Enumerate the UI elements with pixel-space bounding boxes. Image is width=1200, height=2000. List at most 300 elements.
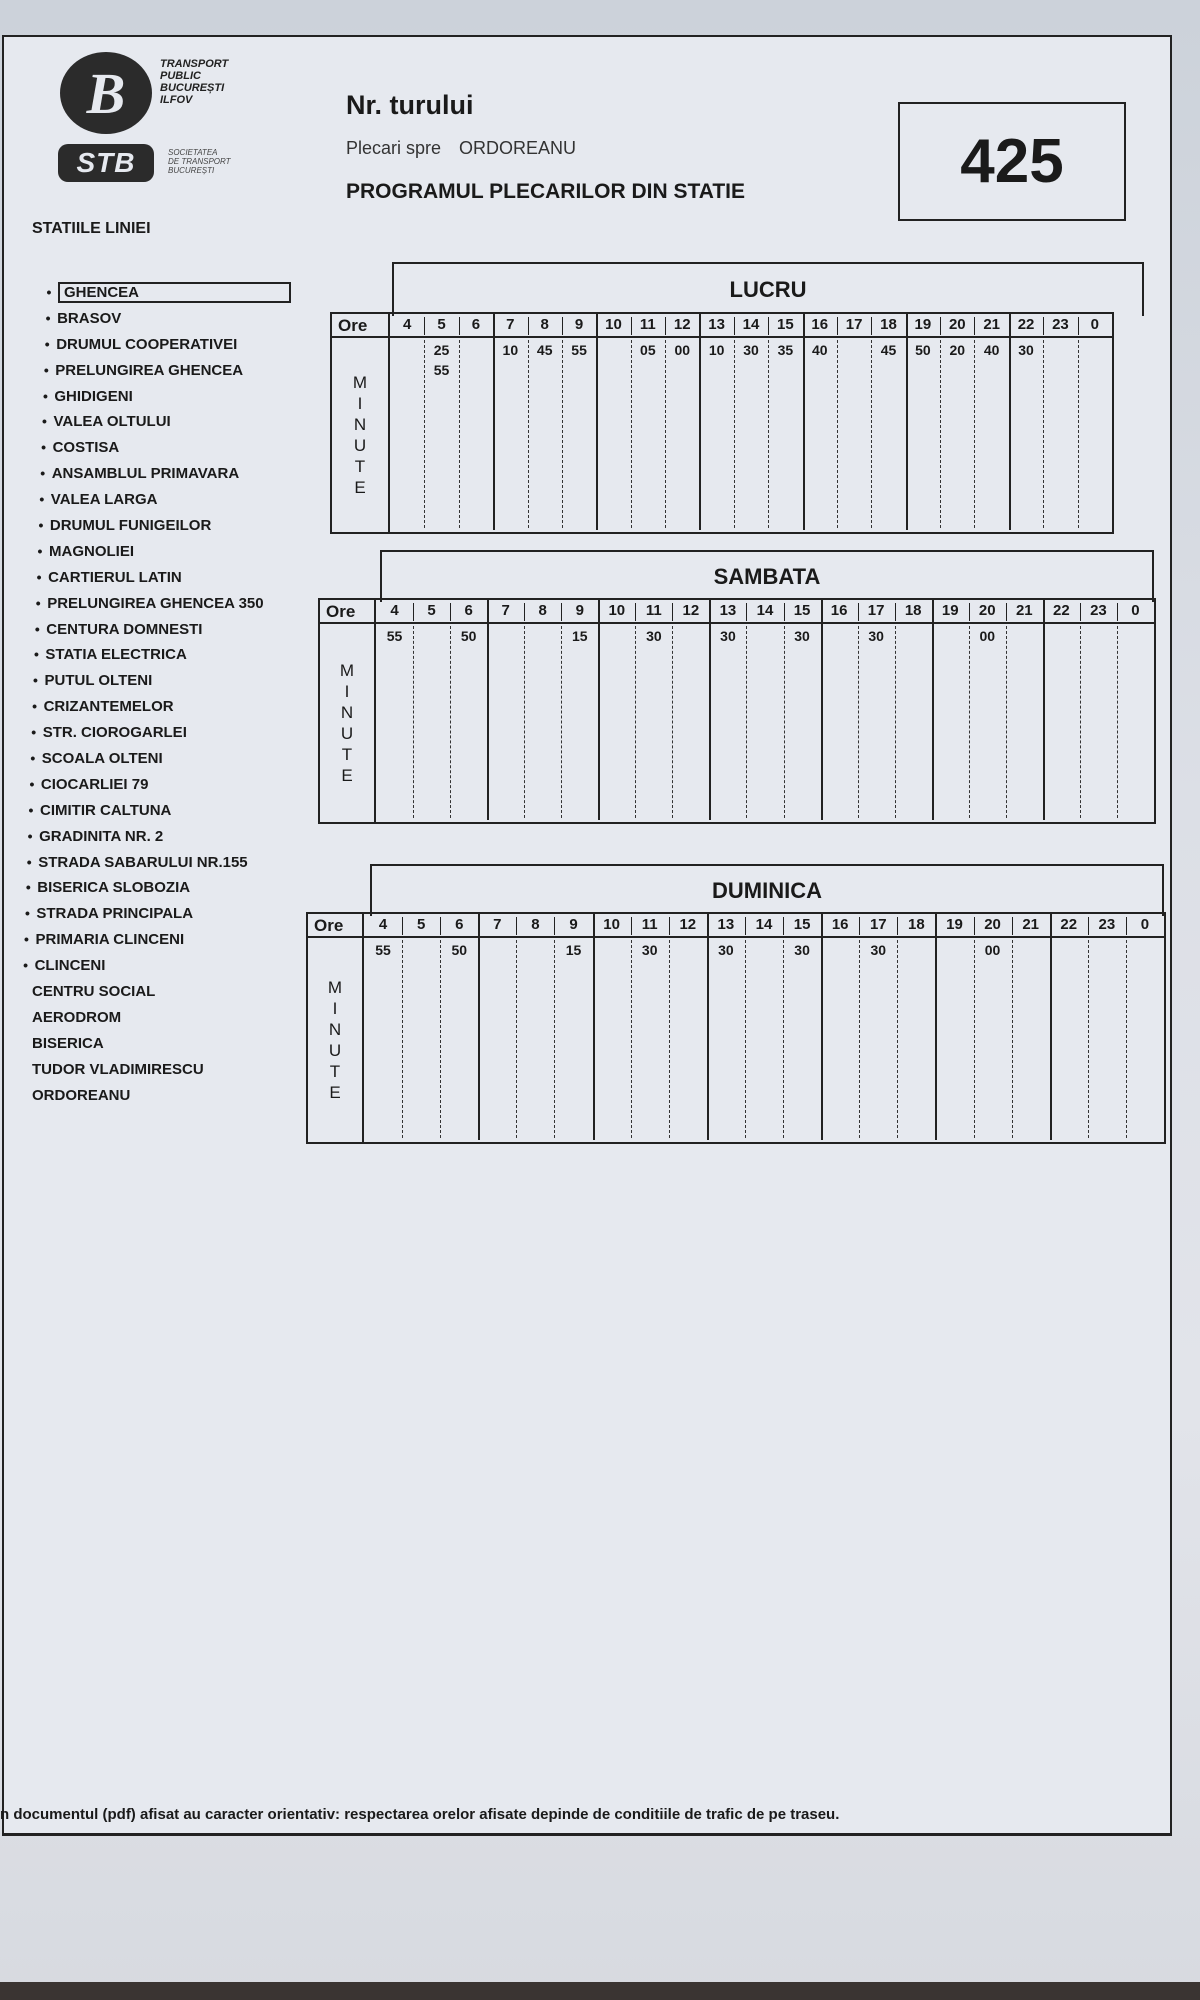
hour-cell: 12 bbox=[682, 602, 700, 619]
hour-cell: 0 bbox=[1131, 602, 1140, 619]
station-name: PRELUNGIREA GHENCEA 350 bbox=[47, 594, 264, 612]
hour-separator bbox=[859, 940, 860, 1138]
station-item bbox=[32, 513, 330, 539]
departure-minute: 55 bbox=[433, 362, 450, 378]
station-name: BISERICA SLOBOZIA bbox=[37, 879, 191, 897]
minute-letter: E bbox=[341, 766, 353, 785]
schedule-grid bbox=[330, 312, 1114, 534]
stb-logo-text: SOCIETATEA DE TRANSPORT BUCUREȘTI bbox=[168, 148, 231, 175]
group-separator bbox=[932, 600, 934, 820]
minute-letter: E bbox=[354, 478, 366, 497]
stations-title: STATIILE LINIEI bbox=[32, 220, 151, 237]
hour-cell: 10 bbox=[603, 916, 620, 933]
hour-separator bbox=[734, 317, 735, 335]
hour-separator bbox=[974, 917, 975, 935]
bullet-icon: • bbox=[38, 517, 44, 534]
bullet-icon: • bbox=[42, 387, 48, 404]
departure-minute: 00 bbox=[979, 628, 996, 644]
hour-cell: 12 bbox=[673, 316, 691, 333]
station-name: CENTRU SOCIAL bbox=[32, 983, 156, 1001]
station-item bbox=[27, 668, 331, 694]
bullet-icon: • bbox=[41, 439, 47, 456]
hour-cell: 6 bbox=[455, 916, 464, 933]
bullet-icon: • bbox=[34, 620, 40, 637]
station-name: CIOCARLIEI 79 bbox=[40, 775, 149, 793]
station-name: BISERICA bbox=[32, 1034, 104, 1052]
minute-letter: T bbox=[341, 745, 353, 764]
schedule-title: SAMBATA bbox=[380, 550, 1154, 602]
bullet-icon: • bbox=[24, 905, 30, 922]
bullet-icon: • bbox=[42, 413, 47, 430]
departure-minute: 30 bbox=[794, 942, 810, 958]
departure-minute: 30 bbox=[868, 628, 884, 644]
hour-cell: 8 bbox=[540, 316, 549, 333]
hour-cell: 18 bbox=[880, 316, 897, 333]
plecari-label: Plecari spre bbox=[346, 138, 442, 158]
hour-cell: 19 bbox=[941, 602, 959, 619]
hour-separator bbox=[974, 340, 975, 528]
departure-minute: 45 bbox=[880, 342, 897, 358]
hour-cell: 23 bbox=[1052, 316, 1069, 333]
hour-separator bbox=[402, 940, 403, 1138]
hour-separator bbox=[631, 317, 632, 335]
hour-separator bbox=[1088, 917, 1089, 935]
hour-separator bbox=[1117, 603, 1118, 621]
departure-minute: 30 bbox=[743, 342, 759, 358]
station-name: DRUMUL FUNIGEILOR bbox=[49, 517, 212, 535]
hour-cell: 20 bbox=[978, 602, 996, 619]
station-name: VALEA LARGA bbox=[50, 491, 158, 509]
bullet-icon: • bbox=[24, 931, 29, 948]
station-name: GRADINITA NR. 2 bbox=[39, 827, 164, 845]
bullet-icon: • bbox=[33, 646, 39, 663]
schedule-title: DUMINICA bbox=[370, 864, 1164, 916]
station-item bbox=[20, 850, 330, 876]
station-name: PUTUL OLTENI bbox=[44, 672, 153, 690]
departure-minute: 30 bbox=[870, 942, 887, 958]
hour-cell: 15 bbox=[777, 316, 794, 333]
hour-separator bbox=[1012, 917, 1013, 935]
departure-minute: 30 bbox=[646, 628, 662, 644]
hour-separator bbox=[440, 917, 441, 935]
hour-separator bbox=[895, 603, 896, 621]
hour-cell: 13 bbox=[717, 916, 735, 933]
hour-separator bbox=[561, 626, 562, 818]
stations-list bbox=[10, 280, 330, 1109]
station-name: TUDOR VLADIMIRESCU bbox=[32, 1060, 204, 1078]
hour-cell: 19 bbox=[946, 916, 963, 933]
hour-cell: 13 bbox=[708, 316, 725, 333]
hour-cell: 23 bbox=[1098, 916, 1116, 933]
departure-minute: 55 bbox=[571, 342, 587, 358]
group-separator bbox=[478, 914, 480, 1140]
station-item bbox=[36, 384, 330, 410]
minute-letter: U bbox=[328, 1041, 342, 1060]
hour-separator bbox=[665, 340, 666, 528]
hour-separator bbox=[1117, 626, 1118, 818]
minute-letter: E bbox=[329, 1083, 341, 1102]
bullet-icon: • bbox=[35, 594, 41, 611]
hour-cell: 11 bbox=[639, 316, 656, 333]
hour-separator bbox=[635, 603, 636, 621]
station-name: CENTURA DOMNESTI bbox=[46, 620, 203, 638]
schedule-title: LUCRU bbox=[392, 262, 1144, 316]
hour-separator bbox=[858, 603, 859, 621]
hour-cell: 18 bbox=[904, 602, 922, 619]
bullet-icon: • bbox=[26, 853, 32, 870]
minute-label bbox=[332, 338, 390, 532]
hour-separator bbox=[768, 317, 769, 335]
station-item bbox=[14, 1083, 330, 1109]
hour-cell: 14 bbox=[756, 602, 774, 619]
group-separator bbox=[821, 600, 823, 820]
station-item bbox=[14, 1005, 330, 1031]
departure-minute: 10 bbox=[502, 342, 519, 358]
hour-separator bbox=[897, 917, 898, 935]
station-item bbox=[14, 979, 330, 1005]
hour-cell: 0 bbox=[1090, 316, 1099, 333]
departure-minute: 10 bbox=[708, 342, 725, 358]
hour-separator bbox=[440, 940, 441, 1138]
hour-separator bbox=[871, 317, 872, 335]
minute-letter: U bbox=[353, 436, 367, 455]
hour-cell: 21 bbox=[1015, 602, 1033, 619]
hour-separator bbox=[459, 340, 460, 528]
hour-separator bbox=[450, 603, 451, 621]
hour-cell: 10 bbox=[605, 316, 622, 333]
departure-minute: 50 bbox=[460, 628, 477, 644]
departure-minute: 20 bbox=[949, 342, 966, 358]
minute-letter: N bbox=[328, 1020, 342, 1039]
station-item bbox=[25, 720, 330, 746]
tpbi-logo bbox=[58, 52, 258, 192]
station-item bbox=[29, 591, 330, 617]
group-separator bbox=[935, 914, 937, 1140]
hour-separator bbox=[746, 603, 747, 621]
station-item bbox=[30, 565, 330, 591]
minute-letter: I bbox=[357, 394, 363, 413]
station-item bbox=[18, 927, 331, 953]
station-name: DRUMUL COOPERATIVEI bbox=[56, 335, 238, 353]
hour-cell: 4 bbox=[390, 602, 399, 619]
hour-cell: 18 bbox=[908, 916, 925, 933]
hour-separator bbox=[859, 917, 860, 935]
hour-cell: 20 bbox=[948, 316, 966, 333]
hour-separator bbox=[669, 940, 670, 1138]
hour-separator bbox=[784, 626, 785, 818]
bullet-icon: • bbox=[45, 309, 51, 326]
station-item bbox=[14, 1031, 330, 1057]
hour-separator bbox=[1078, 340, 1079, 528]
destination-line bbox=[346, 138, 576, 159]
departure-minute: 55 bbox=[375, 942, 391, 958]
hour-separator bbox=[969, 626, 970, 818]
hour-separator bbox=[635, 626, 636, 818]
tpbi-logo-text: TRANSPORT PUBLIC BUCUREȘTI ILFOV bbox=[160, 58, 229, 106]
hour-separator bbox=[554, 917, 555, 935]
hour-cell: 10 bbox=[608, 602, 626, 619]
hour-separator bbox=[672, 626, 673, 818]
hour-separator bbox=[897, 940, 898, 1138]
bullet-icon: • bbox=[33, 672, 38, 689]
departure-minute: 00 bbox=[984, 942, 1001, 958]
hour-separator bbox=[1080, 626, 1081, 818]
station-item bbox=[19, 875, 330, 901]
departure-minute: 15 bbox=[565, 942, 582, 958]
departure-minute: 00 bbox=[674, 342, 691, 358]
hour-cell: 7 bbox=[506, 316, 515, 333]
hour-cell: 17 bbox=[845, 316, 863, 333]
hour-cell: 17 bbox=[869, 916, 887, 933]
hour-separator bbox=[450, 626, 451, 818]
station-name: ORDOREANU bbox=[32, 1086, 131, 1104]
hour-separator bbox=[1043, 317, 1044, 335]
hour-separator bbox=[783, 940, 784, 1138]
hour-separator bbox=[402, 917, 403, 935]
stb-logo: STB bbox=[58, 144, 154, 182]
station-item bbox=[27, 642, 330, 668]
bullet-icon: • bbox=[28, 801, 34, 818]
group-separator bbox=[598, 600, 600, 820]
hour-cell: 0 bbox=[1140, 916, 1150, 933]
hour-separator bbox=[669, 917, 670, 935]
station-name: GHIDIGENI bbox=[54, 387, 133, 405]
hour-separator bbox=[837, 317, 838, 335]
hour-separator bbox=[562, 317, 563, 335]
hour-cell: 9 bbox=[574, 316, 584, 333]
hour-separator bbox=[1088, 940, 1089, 1138]
station-name: PRIMARIA CLINCENI bbox=[35, 931, 185, 949]
hour-cell: 11 bbox=[645, 602, 662, 619]
station-item bbox=[23, 772, 330, 798]
group-separator bbox=[487, 600, 489, 820]
bullet-icon: • bbox=[29, 775, 35, 792]
station-name: CLINCENI bbox=[34, 957, 106, 975]
hour-separator bbox=[1043, 340, 1044, 528]
station-item bbox=[39, 306, 330, 332]
schedule-grid bbox=[318, 598, 1156, 824]
station-name: STRADA SABARULUI NR.155 bbox=[38, 853, 248, 871]
bullet-icon: • bbox=[44, 335, 50, 352]
hour-separator bbox=[974, 940, 975, 1138]
hour-separator bbox=[1006, 603, 1007, 621]
departure-minute: 55 bbox=[386, 628, 403, 644]
station-item bbox=[40, 280, 330, 306]
hour-separator bbox=[734, 340, 735, 528]
station-item bbox=[22, 798, 330, 824]
minute-letter: N bbox=[340, 703, 354, 722]
nr-turului-label: Nr. turului bbox=[346, 90, 474, 120]
bullet-icon: • bbox=[36, 568, 42, 585]
bullet-icon: • bbox=[46, 284, 52, 300]
station-item bbox=[36, 409, 331, 435]
hour-separator bbox=[459, 317, 460, 335]
hour-cell: 9 bbox=[575, 602, 584, 619]
station-item bbox=[38, 332, 330, 358]
group-separator bbox=[1043, 600, 1045, 820]
station-name: CRIZANTEMELOR bbox=[43, 698, 174, 716]
minute-letter: T bbox=[354, 457, 366, 476]
hour-separator bbox=[516, 940, 517, 1138]
departure-minute: 05 bbox=[640, 342, 656, 358]
hour-cell: 16 bbox=[811, 316, 829, 333]
hour-cell: 21 bbox=[983, 316, 1000, 333]
hour-separator bbox=[1078, 317, 1079, 335]
bullet-icon: • bbox=[27, 827, 33, 844]
hour-separator bbox=[562, 340, 563, 528]
departure-minute: 30 bbox=[794, 628, 810, 644]
station-name: PRELUNGIREA GHENCEA bbox=[55, 361, 244, 379]
station-name: STATIA ELECTRICA bbox=[45, 646, 187, 664]
station-name: CIMITIR CALTUNA bbox=[40, 801, 172, 819]
hour-cell: 6 bbox=[471, 316, 481, 333]
hour-cell: 5 bbox=[427, 602, 436, 619]
departure-minute: 15 bbox=[571, 628, 588, 644]
hour-cell: 14 bbox=[755, 916, 773, 933]
hour-cell: 4 bbox=[378, 916, 388, 933]
hour-separator bbox=[413, 626, 414, 818]
bullet-icon: • bbox=[43, 361, 49, 378]
departure-minute: 40 bbox=[983, 342, 1000, 358]
hour-cell: 4 bbox=[403, 316, 412, 333]
bullet-icon: • bbox=[37, 542, 43, 559]
hour-cell: 19 bbox=[914, 316, 932, 333]
hour-cell: 22 bbox=[1053, 602, 1070, 619]
station-item bbox=[26, 694, 330, 720]
station-item bbox=[21, 824, 330, 850]
departure-minute: 40 bbox=[811, 342, 828, 358]
hour-cell: 5 bbox=[416, 916, 426, 933]
hour-separator bbox=[940, 340, 941, 528]
minute-letter: N bbox=[353, 415, 367, 434]
bullet-icon: • bbox=[30, 750, 36, 767]
station-item bbox=[34, 461, 330, 487]
hour-separator bbox=[672, 603, 673, 621]
station-name: ANSAMBLUL PRIMAVARA bbox=[51, 465, 240, 483]
station-name: MAGNOLIEI bbox=[49, 542, 134, 560]
station-name: VALEA OLTULUI bbox=[53, 413, 171, 431]
minute-letter: M bbox=[327, 978, 343, 997]
hour-separator bbox=[858, 626, 859, 818]
hour-cell: 20 bbox=[984, 916, 1001, 933]
hour-separator bbox=[895, 626, 896, 818]
hour-separator bbox=[1080, 603, 1081, 621]
ore-label: Ore bbox=[320, 600, 376, 624]
bottom-edge bbox=[0, 1982, 1200, 2000]
hour-separator bbox=[746, 626, 747, 818]
hour-cell: 12 bbox=[679, 916, 697, 933]
hour-separator bbox=[631, 940, 632, 1138]
hour-separator bbox=[554, 940, 555, 1138]
station-name: AERODROM bbox=[32, 1008, 122, 1026]
hour-separator bbox=[783, 917, 784, 935]
station-item bbox=[18, 901, 330, 927]
hour-separator bbox=[837, 340, 838, 528]
departure-minute: 25 bbox=[433, 342, 450, 358]
program-title: PROGRAMUL PLECARILOR DIN STATIE bbox=[346, 180, 745, 203]
hour-cell: 14 bbox=[742, 316, 760, 333]
hour-separator bbox=[871, 340, 872, 528]
station-name: SCOALA OLTENI bbox=[41, 750, 163, 768]
hour-separator bbox=[665, 317, 666, 335]
minute-letter: T bbox=[329, 1062, 341, 1081]
minute-label bbox=[308, 938, 364, 1142]
station-item bbox=[17, 953, 330, 979]
hour-cell: 16 bbox=[830, 602, 848, 619]
station-name: STR. CIOROGARLEI bbox=[42, 724, 187, 742]
footer-disclaimer: n documentul (pdf) afisat au caracter orientativ: respectarea orelor afisate depinde de conditiile de trafic de pe traseu. bbox=[0, 1806, 840, 1823]
minute-letter: I bbox=[344, 682, 350, 701]
departure-minute: 50 bbox=[915, 342, 931, 358]
station-item bbox=[33, 487, 330, 513]
bullet-icon: • bbox=[40, 465, 46, 482]
bullet-icon: • bbox=[25, 879, 31, 896]
hour-cell: 15 bbox=[793, 916, 811, 933]
hour-cell: 15 bbox=[793, 602, 811, 619]
hour-separator bbox=[424, 317, 425, 335]
departure-minute: 30 bbox=[720, 628, 736, 644]
station-item bbox=[28, 617, 330, 643]
hour-separator bbox=[561, 603, 562, 621]
station-item bbox=[37, 358, 330, 384]
hour-separator bbox=[940, 317, 941, 335]
station-name: STRADA PRINCIPALA bbox=[36, 905, 194, 923]
hour-separator bbox=[745, 917, 746, 935]
bullet-icon: • bbox=[31, 724, 37, 741]
departure-minute: 50 bbox=[451, 942, 468, 958]
hour-cell: 17 bbox=[867, 602, 885, 619]
hour-separator bbox=[969, 603, 970, 621]
hour-cell: 13 bbox=[719, 602, 737, 619]
bullet-icon: • bbox=[32, 698, 38, 715]
minute-letter: U bbox=[340, 724, 354, 743]
hour-separator bbox=[974, 317, 975, 335]
minute-label bbox=[320, 624, 376, 822]
hour-separator bbox=[1126, 917, 1127, 935]
hour-cell: 6 bbox=[464, 602, 473, 619]
group-separator bbox=[596, 314, 598, 530]
hour-cell: 8 bbox=[531, 916, 540, 933]
destination-name: ORDOREANU bbox=[459, 138, 577, 158]
station-item bbox=[35, 435, 330, 461]
hour-separator bbox=[528, 340, 529, 528]
departure-minute: 30 bbox=[1018, 342, 1034, 358]
hour-separator bbox=[745, 940, 746, 1138]
hour-separator bbox=[1012, 940, 1013, 1138]
hour-cell: 23 bbox=[1090, 602, 1107, 619]
hour-separator bbox=[768, 340, 769, 528]
hour-cell: 8 bbox=[538, 602, 547, 619]
hour-cell: 9 bbox=[569, 916, 578, 933]
hour-cell: 21 bbox=[1022, 916, 1039, 933]
hour-separator bbox=[524, 603, 525, 621]
station-item bbox=[24, 746, 330, 772]
schedule-grid bbox=[306, 912, 1166, 1144]
hour-separator bbox=[631, 917, 632, 935]
hour-cell: 7 bbox=[501, 602, 510, 619]
hour-separator bbox=[524, 626, 525, 818]
tpbi-emblem-icon: B bbox=[60, 52, 152, 134]
hour-separator bbox=[1126, 940, 1127, 1138]
station-name: GHENCEA bbox=[58, 282, 291, 303]
departure-minute: 45 bbox=[536, 342, 553, 358]
hour-cell: 5 bbox=[437, 316, 446, 333]
hour-cell: 11 bbox=[641, 916, 658, 933]
hour-separator bbox=[1006, 626, 1007, 818]
station-name: BRASOV bbox=[57, 309, 122, 327]
station-item bbox=[14, 1057, 330, 1083]
hour-cell: 7 bbox=[493, 916, 502, 933]
